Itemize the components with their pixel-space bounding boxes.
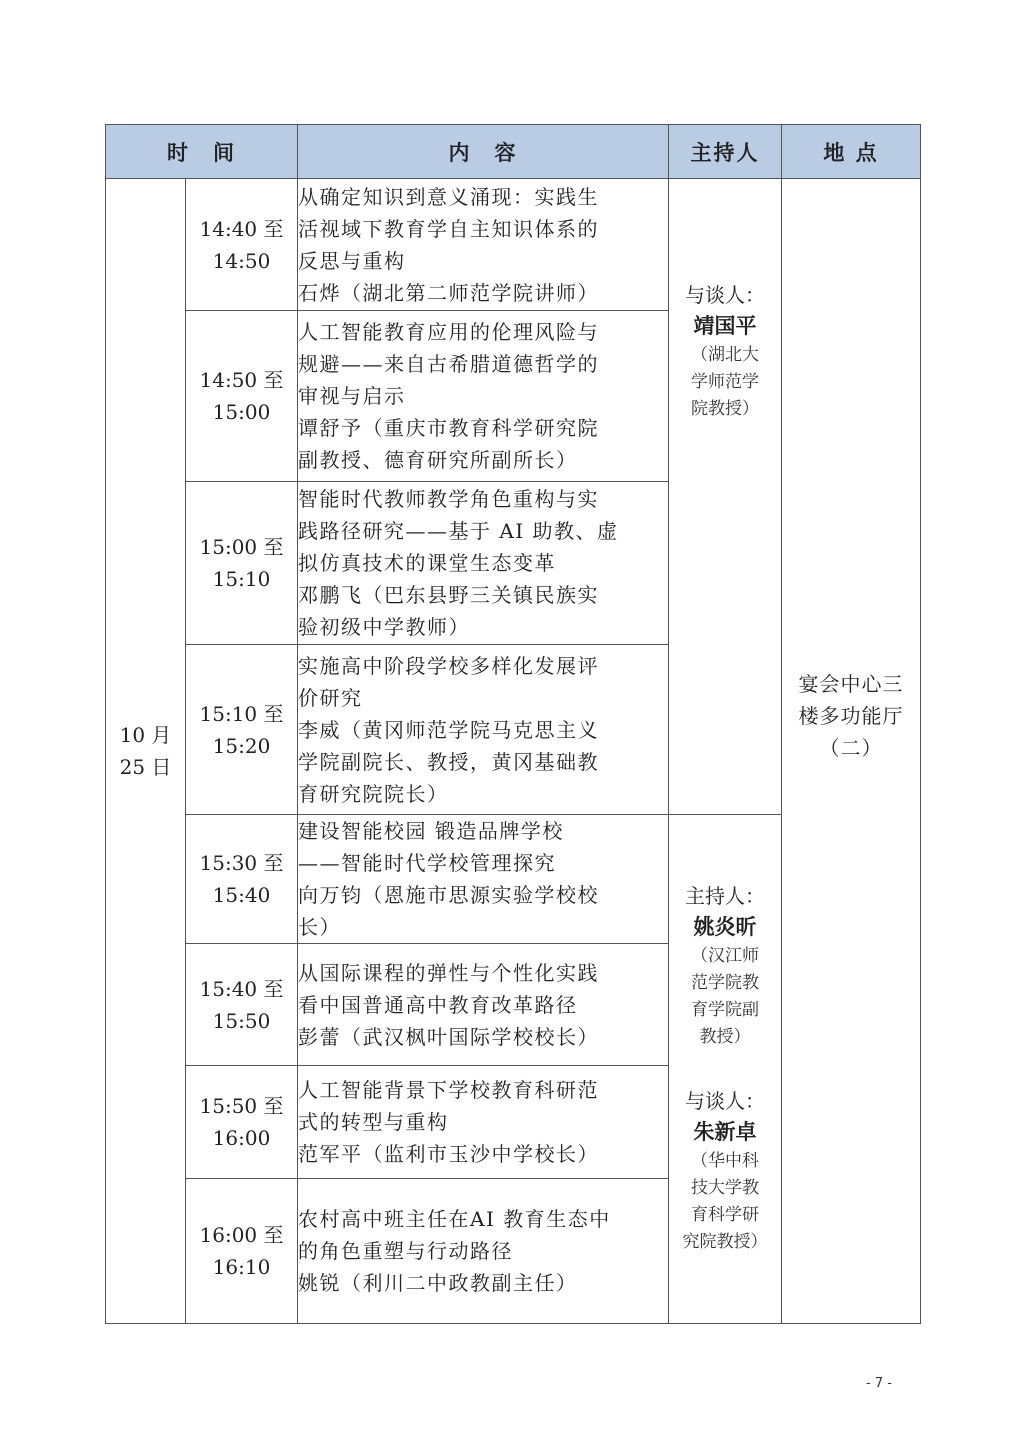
host-name: 姚炎昕 <box>693 915 757 939</box>
time-end: 15:40 <box>212 883 271 907</box>
content-line: 谭舒予（重庆市教育科学研究院 <box>298 416 599 440</box>
content-line: 彭蕾（武汉枫叶国际学校校长） <box>298 1024 599 1049</box>
content-line: 从确定知识到意义涌现：实践生 <box>298 184 599 209</box>
discussant-affiliation: （华中科 <box>691 1151 759 1171</box>
time-start: 14:50 至 <box>199 368 284 392</box>
content-line: 践路径研究——基于 AI 助教、虚 <box>298 519 619 543</box>
content-line: 拟仿真技术的课堂生态变革 <box>298 551 556 575</box>
content-line: 姚锐（利川二中政教副主任） <box>298 1271 578 1295</box>
content-cell <box>298 179 669 311</box>
time-start: 15:50 至 <box>199 1094 284 1118</box>
content-line: 石烨（湖北第二师范学院讲师） <box>298 280 599 305</box>
time-cell <box>186 179 298 311</box>
time-cell <box>186 944 298 1066</box>
content-line: 副教授、德育研究所副所长） <box>298 448 578 472</box>
time-cell <box>186 645 298 815</box>
content-line: 学院副院长、教授，黄冈基础教 <box>298 749 599 774</box>
content-line: 育研究院院长） <box>298 781 449 806</box>
time-end: 14:50 <box>212 248 271 273</box>
time-start: 15:30 至 <box>199 851 284 875</box>
header-host: 主持人 <box>669 125 782 179</box>
content-cell <box>298 1179 669 1324</box>
discussant-affiliation: 究院教授） <box>682 1232 768 1252</box>
time-start: 16:00 至 <box>199 1223 284 1247</box>
venue-cell <box>782 179 921 1324</box>
discussant-affiliation: 技大学教 <box>691 1178 759 1198</box>
venue-line: 楼多功能厅 <box>798 704 904 728</box>
host-name: 靖国平 <box>693 313 757 338</box>
content-line: 长） <box>298 915 341 939</box>
date-day: 25 日 <box>119 755 172 779</box>
venue-line: 宴会中心三 <box>798 672 904 696</box>
content-cell <box>298 311 669 482</box>
content-line: 李威（黄冈师范学院马克思主义 <box>298 717 599 742</box>
discussant-affiliation: 育科学研 <box>691 1205 759 1225</box>
time-cell <box>186 311 298 482</box>
date-month: 10 月 <box>119 723 172 747</box>
content-line: 反思与重构 <box>298 248 406 273</box>
host-role: 与谈人： <box>685 282 765 307</box>
date-cell <box>106 179 186 1324</box>
time-end: 16:00 <box>212 1126 271 1150</box>
host-affiliation: 院教授） <box>691 398 759 419</box>
table-row <box>106 179 921 311</box>
content-line: 活视域下教育学自主知识体系的 <box>298 216 599 241</box>
content-line: 建设智能校园 锻造品牌学校 <box>298 819 564 843</box>
header-venue: 地 点 <box>782 125 921 179</box>
discussant-role: 与谈人： <box>685 1089 765 1113</box>
content-line: ——智能时代学校管理探究 <box>298 851 556 875</box>
time-cell <box>186 1179 298 1324</box>
time-end: 15:20 <box>212 733 271 758</box>
content-line: 从国际课程的弹性与个性化实践 <box>298 960 599 985</box>
content-line: 人工智能背景下学校教育科研范 <box>298 1078 599 1102</box>
host-cell-2 <box>669 815 782 1324</box>
time-end: 16:10 <box>212 1255 271 1279</box>
content-line: 范军平（监利市玉沙中学校长） <box>298 1142 599 1166</box>
page-number: - 7 - <box>866 1376 892 1391</box>
time-start: 15:40 至 <box>199 976 284 1001</box>
content-line: 式的转型与重构 <box>298 1110 449 1134</box>
content-line: 价研究 <box>298 685 363 710</box>
header-content: 内 容 <box>298 125 669 179</box>
content-line: 邓鹏飞（巴东县野三关镇民族实 <box>298 583 599 607</box>
content-line: 人工智能教育应用的伦理风险与 <box>298 320 599 344</box>
content-line: 智能时代教师教学角色重构与实 <box>298 487 599 511</box>
time-start: 14:40 至 <box>199 216 284 241</box>
content-cell <box>298 815 669 944</box>
content-line: 审视与启示 <box>298 384 406 408</box>
header-time: 时 间 <box>106 125 298 179</box>
content-cell <box>298 482 669 645</box>
host-affiliation: 育学院副 <box>691 1000 759 1020</box>
content-line: 农村高中班主任在AI 教育生态中 <box>298 1207 611 1231</box>
host-affiliation: （汉江师 <box>691 946 759 966</box>
host-affiliation: （湖北大 <box>691 344 759 365</box>
host-affiliation: 范学院教 <box>691 973 759 993</box>
content-line: 规避——来自古希腊道德哲学的 <box>298 352 599 376</box>
venue-line: （二） <box>819 736 883 760</box>
host-affiliation: 学师范学 <box>691 371 759 392</box>
time-cell <box>186 1066 298 1179</box>
time-end: 15:50 <box>212 1008 271 1033</box>
time-cell <box>186 815 298 944</box>
content-cell <box>298 645 669 815</box>
schedule-table <box>105 124 921 1324</box>
time-end: 15:10 <box>212 567 271 591</box>
content-line: 验初级中学教师） <box>298 615 470 639</box>
host-affiliation: 教授） <box>699 1027 751 1047</box>
content-cell <box>298 1066 669 1179</box>
time-start: 15:10 至 <box>199 701 284 726</box>
header-row <box>106 125 921 179</box>
content-line: 向万钧（恩施市思源实验学校校 <box>298 883 599 907</box>
time-cell <box>186 482 298 645</box>
content-line: 实施高中阶段学校多样化发展评 <box>298 653 599 678</box>
discussant-name: 朱新卓 <box>693 1120 757 1144</box>
content-line: 看中国普通高中教育改革路径 <box>298 992 578 1017</box>
host-role: 主持人： <box>685 884 765 908</box>
time-end: 15:00 <box>212 400 271 424</box>
content-cell <box>298 944 669 1066</box>
host-cell-1 <box>669 179 782 815</box>
content-line: 的角色重塑与行动路径 <box>298 1239 513 1263</box>
time-start: 15:00 至 <box>199 535 284 559</box>
